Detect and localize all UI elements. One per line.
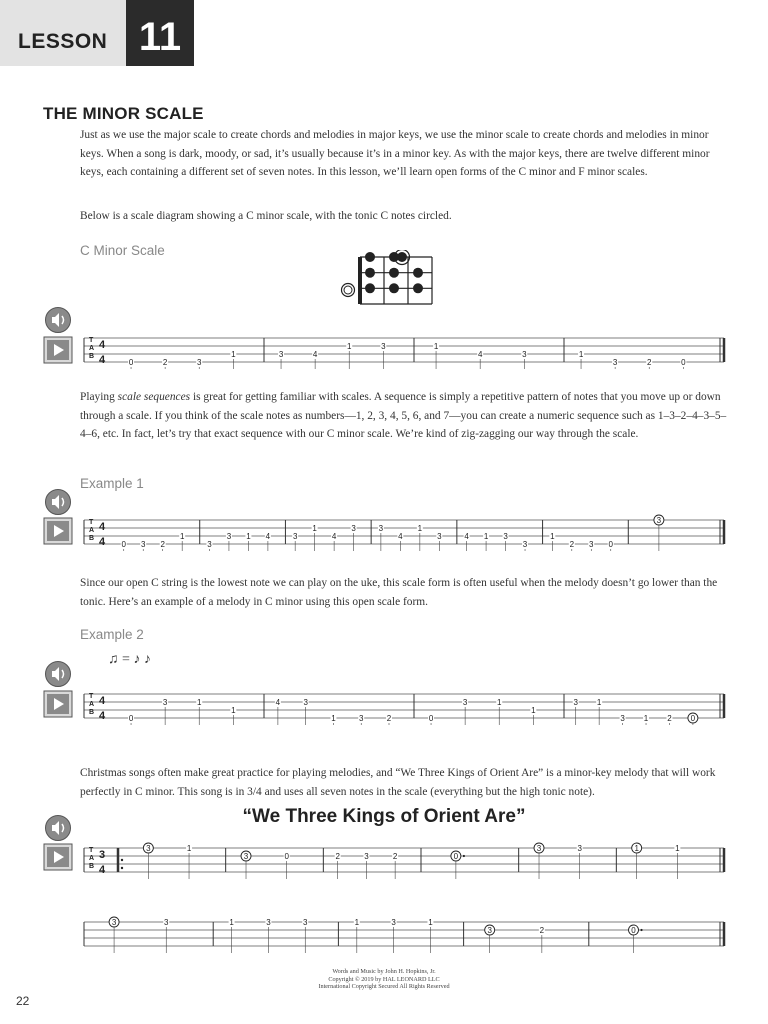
tab-clef-letter: B: [89, 709, 95, 716]
tab-fret-number: 0: [453, 852, 459, 861]
c-minor-scale-tab: [80, 332, 728, 372]
tab-clef-letter: A: [89, 345, 95, 352]
tab-fret-number: 3: [612, 358, 618, 367]
lesson-number: 11: [126, 0, 194, 66]
tab-fret-number: 0: [608, 540, 613, 549]
audio-speaker-icon[interactable]: [44, 306, 72, 334]
c-minor-scale-title: C Minor Scale: [80, 243, 165, 258]
open-form-paragraph: Since our open C string is the lowest note we can play on the uke, this scale form is often useful when the melody doesn’t go lower than the tonic. Here’s an example of a melody in C minor using this open scale form.: [80, 577, 718, 608]
tab-fret-number: 2: [392, 852, 398, 861]
tab-fret-number: 0: [128, 714, 134, 723]
tab-fret-number: 1: [675, 844, 680, 853]
tab-fret-number: 4: [477, 350, 483, 359]
tab-fret-number: 4: [265, 532, 271, 541]
tab-fret-number: 1: [231, 706, 236, 715]
tab-fret-number: 1: [483, 532, 489, 541]
tab-fret-number: 1: [634, 844, 639, 853]
tab-fret-number: 1: [197, 698, 202, 707]
time-signature-top: 4: [99, 339, 106, 351]
tab-fret-number: 3: [656, 516, 662, 525]
tab-fret-number: 1: [354, 918, 360, 927]
example1-tab: [80, 514, 728, 554]
audio-speaker-icon[interactable]: [44, 488, 72, 516]
tab-fret-number: 1: [531, 706, 536, 715]
tab-fret-number: 1: [596, 698, 602, 707]
diagram-intro-paragraph: Below is a scale diagram showing a C minor scale, with the tonic C notes circled.: [80, 210, 452, 222]
tab-fret-number: 0: [128, 358, 134, 367]
tab-fret-number: 3: [620, 714, 625, 723]
tab-fret-number: 3: [391, 918, 396, 927]
tab-fret-number: 3: [462, 698, 468, 707]
tab-fret-number: 2: [647, 358, 652, 367]
audio-speaker-icon[interactable]: [44, 660, 72, 688]
tab-clef-letter: B: [89, 863, 95, 870]
tab-fret-number: 3: [364, 852, 369, 861]
tab-fret-number: 2: [386, 714, 392, 723]
tab-fret-number: 3: [378, 524, 384, 533]
tab-fret-number: 3: [111, 918, 117, 927]
tab-fret-number: 3: [292, 532, 298, 541]
tab-fret-number: 3: [146, 844, 151, 853]
tab-fret-number: 3: [351, 524, 356, 533]
tab-fret-number: 3: [573, 698, 578, 707]
tab-fret-number: 3: [266, 918, 271, 927]
tab-fret-number: 3: [197, 358, 202, 367]
section-title: THE MINOR SCALE: [43, 104, 204, 123]
tab-fret-number: 1: [186, 844, 192, 853]
example2-title: Example 2: [80, 627, 144, 642]
tab-fret-number: 4: [312, 350, 318, 359]
song-intro-paragraph: Christmas songs often make great practice for playing melodies, and “We Three Kings of Orient Are” is a minor-key melody that will work perfectly in C minor. This song is in 3/4 and uses all seven notes in the scale (everything but the high tonic note).: [80, 767, 716, 798]
example2-tab: [80, 688, 728, 728]
tab-fret-number: 3: [140, 540, 146, 549]
tab-fret-number: 3: [226, 532, 232, 541]
play-button-icon[interactable]: [43, 690, 73, 718]
song-tab-line-2: [80, 916, 728, 956]
tab-fret-number: 4: [398, 532, 403, 541]
tab-fret-number: 3: [278, 350, 284, 359]
credit-line: Words and Music by John H. Hopkins, Jr.: [332, 968, 436, 975]
tab-fret-number: 2: [569, 540, 575, 549]
time-signature-top: 4: [99, 695, 106, 707]
play-button-icon[interactable]: [43, 517, 73, 545]
tab-clef-letter: A: [89, 527, 95, 534]
credit-line: International Copyright Secured All Rights Reserved: [318, 983, 450, 991]
song-title: “We Three Kings of Orient Are”: [242, 806, 526, 827]
credit-line: Copyright © 2019 by HAL LEONARD LLC: [328, 975, 440, 983]
tab-fret-number: 0: [428, 714, 434, 723]
tab-fret-number: 1: [331, 714, 336, 723]
tab-fret-number: 1: [643, 714, 649, 723]
tab-fret-number: 1: [550, 532, 555, 541]
tab-clef-letter: B: [89, 353, 95, 360]
time-signature-bottom: 4: [99, 536, 106, 548]
tab-fret-number: 1: [347, 342, 352, 351]
tab-fret-number: 1: [231, 350, 236, 359]
tab-clef-letter: T: [89, 337, 94, 344]
tab-fret-number: 3: [487, 926, 492, 935]
intro-paragraph: Just as we use the major scale to create chords and melodies in major keys, we use the minor scale to create chords and melodies in minor keys. When a song is dark, moody, or sad, it’s usually because it’s in a minor key. As with the major keys, there are twelve different minor keys, each containing a different set of seven notes. In this lesson, we’ll learn open forms of the C minor and F minor scales.: [80, 129, 710, 179]
c-minor-scale-diagram: [336, 250, 436, 308]
tab-fret-number: 0: [681, 358, 686, 367]
tab-fret-number: 2: [160, 540, 165, 549]
time-signature-top: 4: [99, 521, 106, 533]
tab-clef-letter: T: [89, 693, 94, 700]
tab-fret-number: 1: [417, 524, 423, 533]
sequences-paragraph: Playing scale sequences is great for getting familiar with scales. A sequence is simply a repetitive pattern of notes that you move up or down through a scale. If you think of the scale notes as numbers—1, 2, 3, 4, 5, 6, and 7—you can create a numeric sequence such as 1–3–2–4–3–5–4–6, etc. In fact, let’s try that exact sequence with our C minor scale. We’re kind of zig-zagging our way through the scale.: [80, 391, 727, 441]
tab-fret-number: 3: [358, 714, 364, 723]
page-number: 22: [16, 994, 30, 1008]
tab-fret-number: 3: [164, 918, 169, 927]
tab-clef-letter: B: [89, 535, 95, 542]
tab-fret-number: 1: [433, 342, 439, 351]
lesson-header-band: [0, 0, 126, 66]
time-signature-bottom: 4: [99, 354, 106, 366]
tab-fret-number: 0: [284, 852, 289, 861]
tab-fret-number: 3: [381, 342, 386, 351]
tab-fret-number: 0: [121, 540, 126, 549]
time-signature-bottom: 4: [99, 710, 106, 722]
lesson-label: LESSON: [18, 30, 108, 53]
audio-speaker-icon[interactable]: [44, 814, 72, 842]
tab-fret-number: 3: [536, 844, 542, 853]
time-signature-bottom: 4: [99, 864, 106, 876]
tab-fret-number: 3: [303, 918, 308, 927]
tab-fret-number: 4: [275, 698, 281, 707]
tab-fret-number: 4: [331, 532, 337, 541]
tab-fret-number: 3: [577, 844, 582, 853]
tab-fret-number: 1: [229, 918, 234, 927]
tab-fret-number: 3: [243, 852, 249, 861]
tab-fret-number: 0: [690, 714, 696, 723]
tab-fret-number: 1: [428, 918, 433, 927]
time-signature-top: 3: [99, 849, 106, 861]
tab-fret-number: 2: [162, 358, 168, 367]
tab-fret-number: 2: [335, 852, 340, 861]
tab-fret-number: 3: [207, 540, 212, 549]
song-tab-line-1: [80, 842, 728, 882]
tab-fret-number: 3: [503, 532, 508, 541]
tab-fret-number: 1: [179, 532, 185, 541]
tab-clef-letter: A: [89, 701, 95, 708]
tab-fret-number: 0: [631, 926, 636, 935]
example1-title: Example 1: [80, 476, 144, 491]
tab-fret-number: 3: [589, 540, 594, 549]
swing-indication: ♫ = ♪ ♪: [108, 652, 151, 667]
tab-fret-number: 3: [522, 350, 527, 359]
play-button-icon[interactable]: [43, 843, 73, 871]
tab-fret-number: 3: [303, 698, 308, 707]
tab-fret-number: 2: [667, 714, 672, 723]
tab-fret-number: 1: [312, 524, 317, 533]
tab-fret-number: 1: [497, 698, 502, 707]
tab-fret-number: 4: [464, 532, 469, 541]
tab-clef-letter: T: [89, 519, 94, 526]
tab-fret-number: 1: [578, 350, 584, 359]
tab-fret-number: 3: [522, 540, 528, 549]
tab-fret-number: 2: [539, 926, 545, 935]
tab-fret-number: 1: [246, 532, 251, 541]
tab-clef-letter: T: [89, 847, 94, 854]
tab-fret-number: 3: [437, 532, 442, 541]
play-button-icon[interactable]: [43, 336, 73, 364]
song-credits: [0, 968, 768, 991]
tab-clef-letter: A: [89, 855, 95, 862]
tab-fret-number: 3: [162, 698, 168, 707]
